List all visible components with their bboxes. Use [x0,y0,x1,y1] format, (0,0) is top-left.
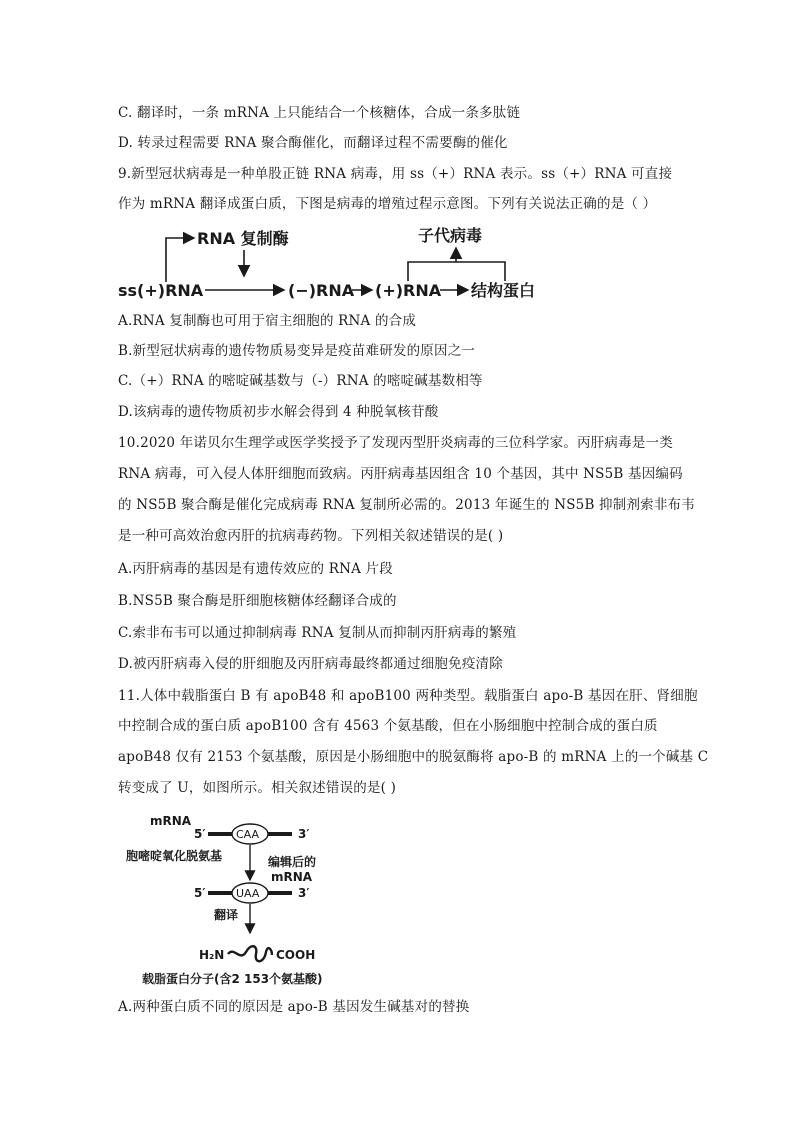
label-enzyme: 胞嘧啶氧化脱氨基 [126,849,223,863]
q10-stem-line-3: 的 NS5B 聚合酶是催化完成病毒 RNA 复制所必需的。2013 年诞生的 NS5B 抑制剂索非布韦 [118,497,695,513]
label-h2n: H₂N [199,948,225,962]
label-pos-rna: (+)RNA [375,281,442,300]
label-rna-replicase: RNA 复制酶 [197,229,289,248]
mrna-editing-diagram [0,800,794,990]
label-neg-rna: (−)RNA [288,281,355,300]
label-edited-1: 编辑后的 [268,855,317,869]
q8-option-c: C. 翻译时，一条 mRNA 上只能结合一个核糖体，合成一条多肽链 [118,105,521,121]
label-translation: 翻译 [214,908,239,922]
q10-option-a: A.丙肝病毒的基因是有遗传效应的 RNA 片段 [118,561,393,577]
label-3prime-bottom: 3′ [298,886,310,900]
q9-stem-line-2: 作为 mRNA 翻译成蛋白质，下图是病毒的增殖过程示意图。下列有关说法正确的是（ ） [118,196,657,212]
q10-stem-line-4: 是一种可高效治愈丙肝的抗病毒药物。下列相关叙述错误的是( ) [118,528,504,544]
q10-stem-line-2: RNA 病毒，可入侵人体肝细胞而致病。丙肝病毒基因组含 10 个基因，其中 NS5B 基因编码 [118,466,683,482]
q10-stem-line-1: 10.2020 年诺贝尔生理学或医学奖授予了发现丙型肝炎病毒的三位科学家。丙肝病毒是一类 [118,435,673,451]
label-mrna: mRNA [150,814,192,828]
label-protein-caption: 载脂蛋白分子(含2 153个氨基酸) [142,972,323,986]
label-ss-rna: ss(+)RNA [118,281,204,300]
label-cooh: COOH [276,948,316,962]
q8-option-d: D. 转录过程需要 RNA 聚合酶催化，而翻译过程不需要酶的催化 [118,135,508,151]
codon-caa: CAA [236,828,260,841]
progeny-bracket [408,262,505,281]
label-edited-2: mRNA [271,870,313,884]
q11-stem-line-3: apoB48 仅有 2153 个氨基酸，原因是小肠细胞中的脱氨酶将 apo-B 的 mRNA 上的一个碱基 C [118,749,709,765]
protein-chain-icon [228,946,272,961]
q9-option-c: C.（+）RNA 的嘧啶碱基数与（-）RNA 的嘧啶碱基数相等 [118,373,483,389]
label-5prime-bottom: 5′ [194,886,206,900]
q10-option-c: C.索非布韦可以通过抑制病毒 RNA 复制从而抑制丙肝病毒的繁殖 [118,625,517,641]
q9-stem-line-1: 9.新型冠状病毒是一种单股正链 RNA 病毒，用 ss（+）RNA 表示。ss（+）RNA 可直接 [118,166,673,182]
q11-stem-line-2: 中控制合成的蛋白质 apoB100 含有 4563 个氨基酸，但在小肠细胞中控制合成的蛋白质 [118,718,658,734]
label-5prime-top: 5′ [194,827,206,841]
codon-uaa: UAA [236,887,260,900]
label-progeny-virus: 子代病毒 [418,226,483,245]
q9-option-b: B.新型冠状病毒的遗传物质易变异是疫苗难研发的原因之一 [118,343,476,359]
replicase-bracket-arrow [166,238,194,282]
q11-option-a: A.两种蛋白质不同的原因是 apo-B 基因发生碱基对的替换 [118,999,470,1015]
q11-stem-line-1: 11.人体中载脂蛋白 B 有 apoB48 和 apoB100 两种类型。载脂蛋白 apo-B 基因在肝、肾细胞 [118,688,698,704]
q10-option-b: B.NS5B 聚合酶是肝细胞核糖体经翻译合成的 [118,593,397,609]
q10-option-d: D.被丙肝病毒入侵的肝细胞及丙肝病毒最终都通过细胞免疫清除 [118,656,503,672]
q9-option-d: D.该病毒的遗传物质初步水解会得到 4 种脱氧核苷酸 [118,404,439,420]
label-structural-protein: 结构蛋白 [471,281,536,300]
virus-replication-diagram [0,0,794,310]
label-3prime-top: 3′ [298,827,310,841]
q11-stem-line-4: 转变成了 U，如图所示。相关叙述错误的是( ) [118,780,397,796]
q9-option-a: A.RNA 复制酶也可用于宿主细胞的 RNA 的合成 [118,313,417,329]
